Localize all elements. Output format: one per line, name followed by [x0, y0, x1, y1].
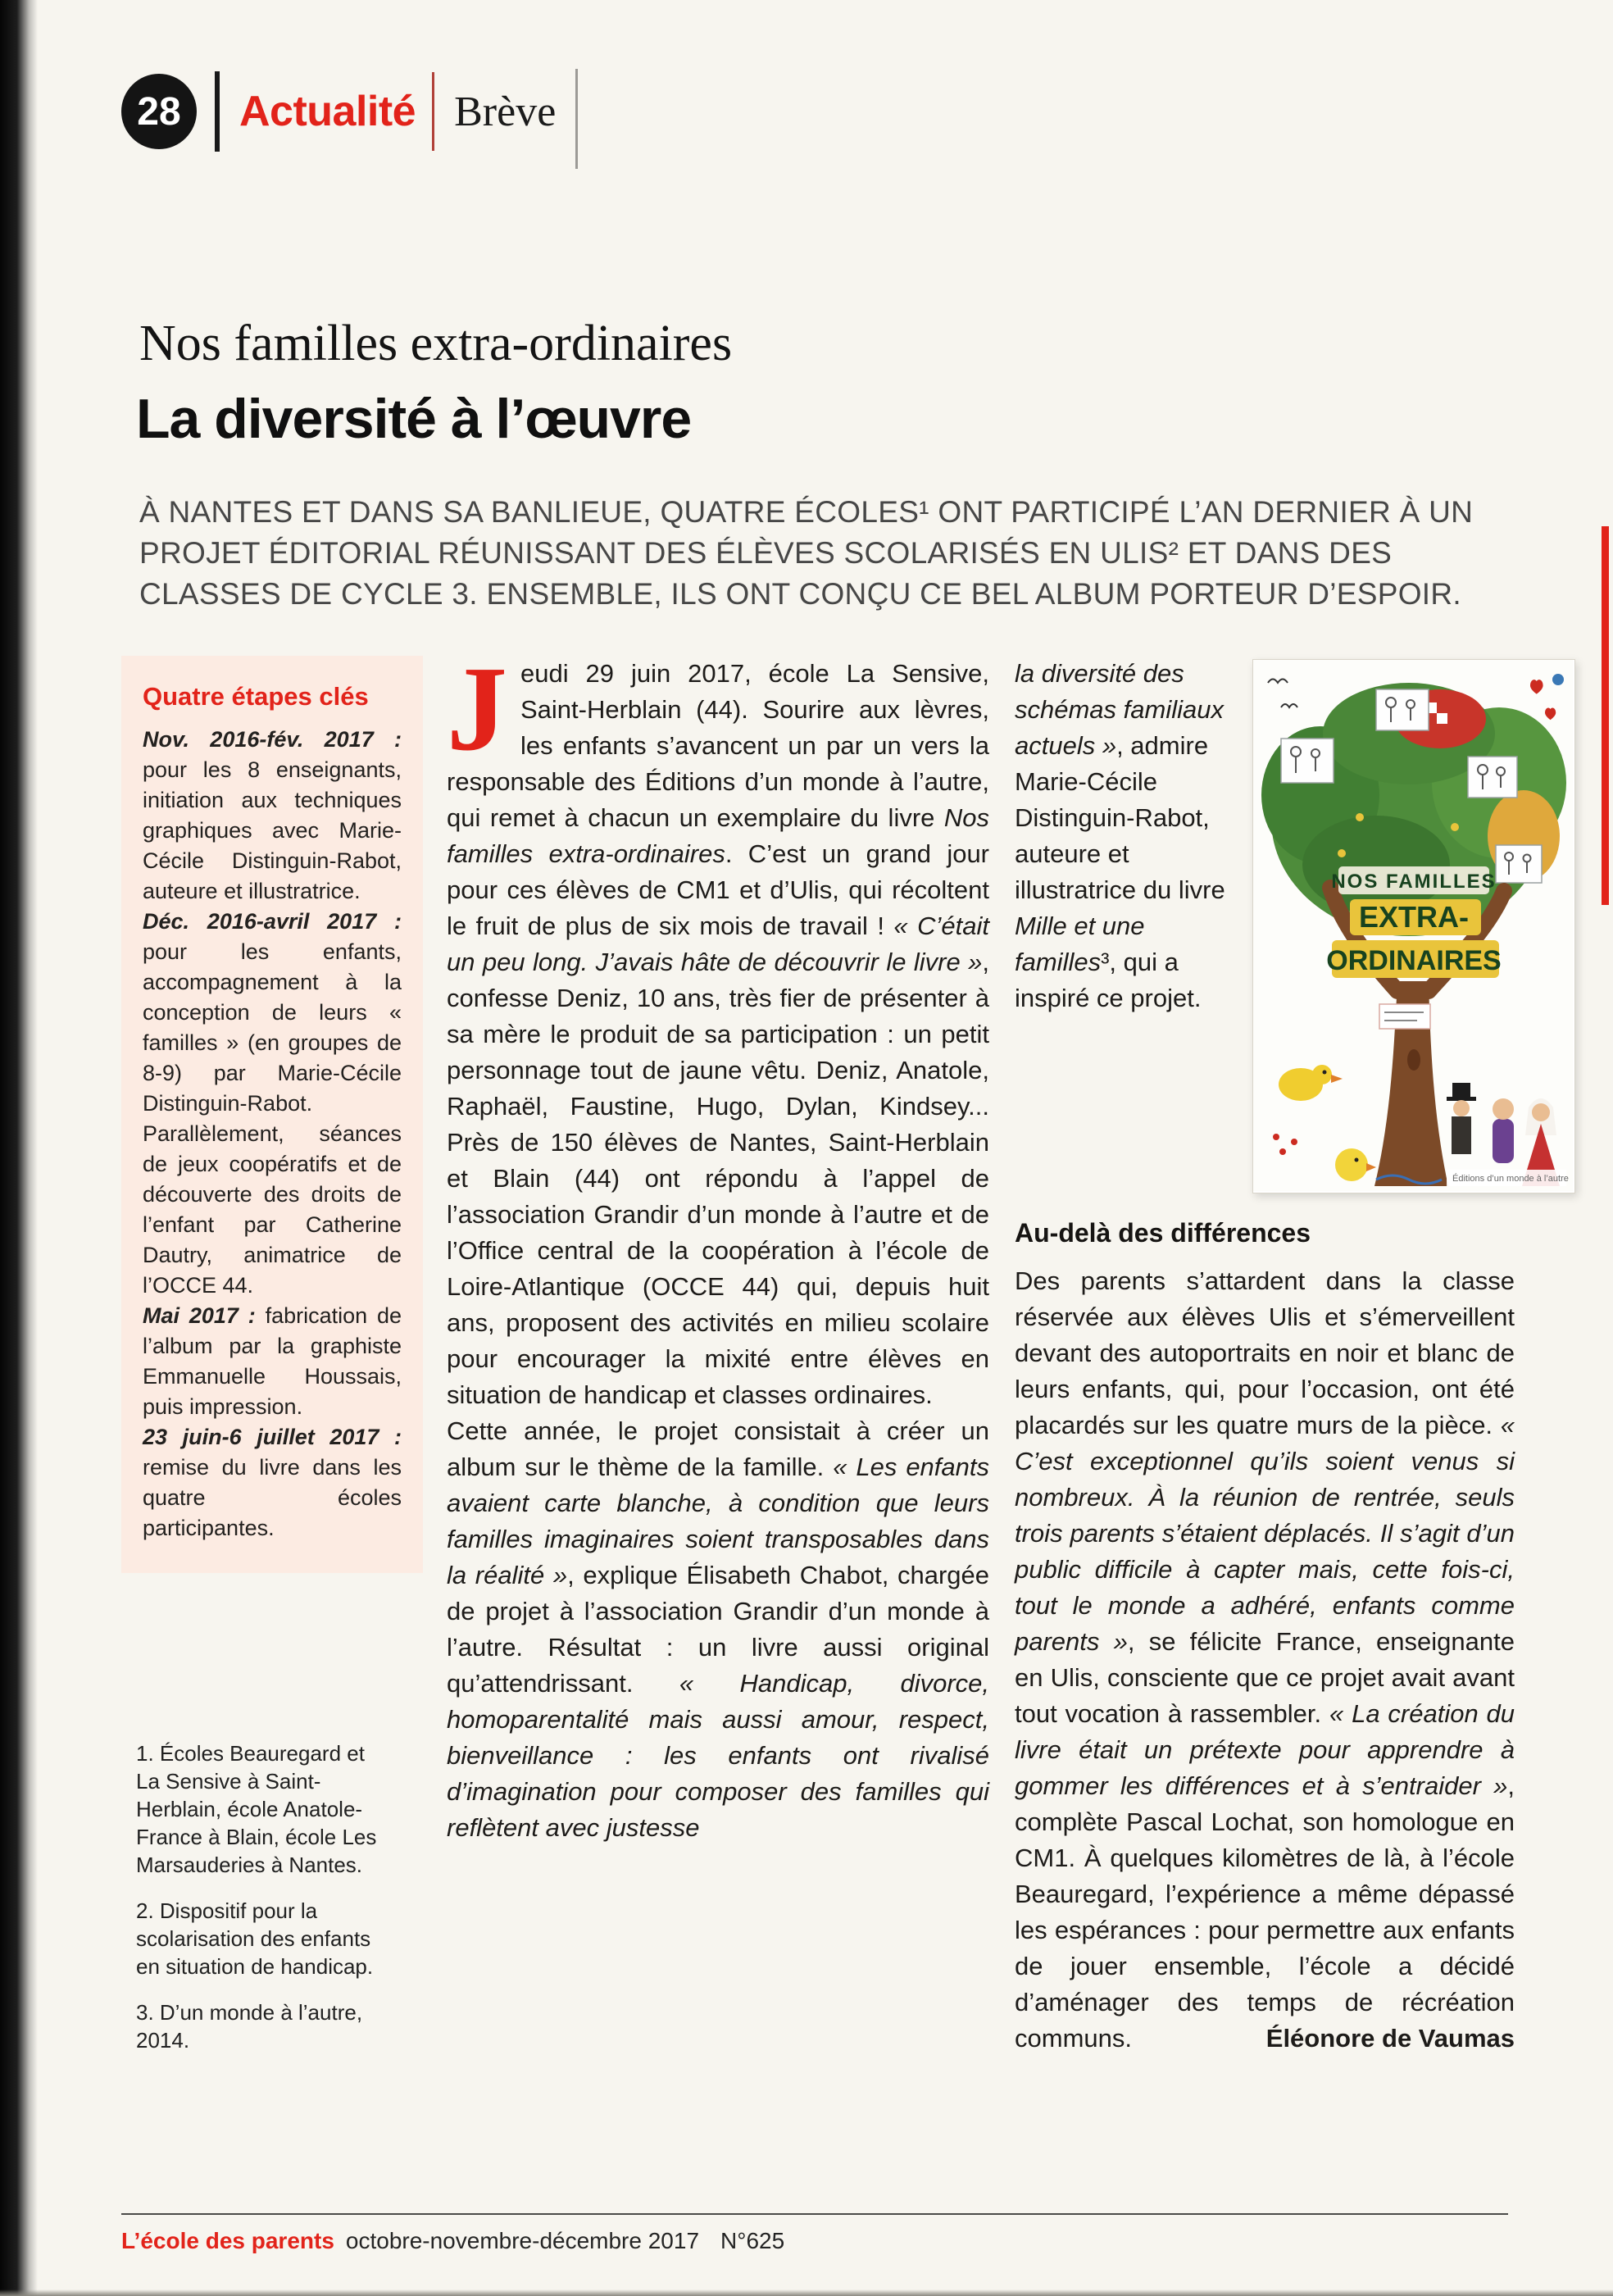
key-step-entry: Nov. 2016-fév. 2017 : pour les 8 enseignants, initiation aux techniques graphiques avec Marie-Cécile Distinguin-Rabot, auteure et illustratrice. [143, 727, 402, 903]
text-and-cover-row [1015, 656, 1582, 1210]
article-kicker-title: Nos familles extra-ordinaires [139, 316, 733, 371]
subsection-label: Brève [454, 88, 557, 135]
book-cover-art [1253, 660, 1573, 1191]
section-label: Actualité [239, 88, 416, 135]
issue-number: N°625 [720, 2228, 785, 2253]
article-subheading: Au-delà des différences [1015, 1218, 1311, 1248]
author-byline: Éléonore de Vaumas [1265, 2024, 1515, 2053]
footer-rule [121, 2213, 1508, 2215]
magazine-name: L’école des parents [121, 2228, 334, 2253]
article-column-1 [447, 642, 990, 1846]
article-paragraph: la diversité des schémas familiaux actuels », admire Marie-Cécile Distinguin-Rabot, auteure et illustratrice du livre Mille et une familles³, qui a inspiré ce projet. [1015, 659, 1225, 1012]
cover-title-line-2: EXTRA- [1359, 900, 1469, 934]
page-footer [121, 2228, 784, 2254]
footnote-3: 3. D’un monde à l’autre, 2014. [136, 2000, 363, 2053]
header-divider [215, 71, 220, 152]
header-divider [432, 72, 434, 151]
article-column-2 [1015, 656, 1582, 2057]
article-paragraph: Cette année, le projet consistait à créer un album sur le thème de la famille. « Les enfants avaient carte blanche, à condition que leurs familles imaginaires soient transposables dans la réalité », explique Élisabeth Chabot, chargée de projet à l’association Grandir d’un monde à l’autre. Résultat : un livre aussi original qu’attendrissant. « Handicap, divorce, homoparentalité mais aussi amour, respect, bienveillance : les enfants ont rivalisé d’imagination pour composer des familles qui reflètent avec justesse [447, 1416, 990, 1842]
cover-publisher-text: Éditions d’un monde à l’autre [1452, 1174, 1569, 1184]
footnote-2: 2. Dispositif pour la scolarisation des enfants en situation de handicap. [136, 1898, 374, 1979]
scan-edge-left [0, 0, 38, 2296]
key-step-entry: Mai 2017 : fabrication de l’album par la graphiste Emmanuelle Houssais, puis impression. [143, 1303, 402, 1419]
cover-publisher [1447, 1170, 1569, 1186]
header-divider [575, 69, 578, 169]
issue-date: octobre-novembre-décembre 2017 [345, 2228, 700, 2253]
page-number-badge: 28 [121, 74, 197, 149]
cover-title-line-1: NOS FAMILLES [1331, 871, 1497, 893]
article-title: La diversité à l’œuvre [136, 388, 692, 450]
page-edge-red-strip [1602, 526, 1609, 905]
scan-edge-bottom [0, 2289, 1613, 2296]
page-header [121, 54, 578, 169]
book-cover [1252, 659, 1575, 1193]
paragraph-text: eudi 29 juin 2017, école La Sensive, Saint-Herblain (44). Sourire aux lèvres, les enfants s’avancent un par un vers la responsable des Éditions d’un monde à l’autre, qui remet à chacun un exemplaire du livre Nos familles extra-ordinaires. C’est un grand jour pour ces élèves de CM1 et d’Ulis, qui récoltent le fruit de plus de six mois de travail ! « C’était un peu long. J’avais hâte de découvrir le livre », confesse Deniz, 10 ans, très fier de présenter à sa mère le produit de sa participation : un petit personnage tout de jaune vêtu. Deniz, Anatole, Raphaël, Faustine, Hugo, Dylan, Kindsey... Près de 150 élèves de Nantes, Saint-Herblain et Blain (44) ont répondu à l’appel de l’association Grandir d’un monde à l’autre et de l’Office central de la coopération à l’école de Loire-Atlantique (OCCE 44) qui, depuis huit ans, proposent des activités en milieu scolaire pour encourager la mixité entre élèves en situation de handicap et classes ordinaires. [447, 659, 990, 1409]
drop-cap: J [447, 642, 507, 776]
article-paragraph [447, 642, 990, 1413]
footnotes [136, 1739, 384, 2072]
bird-doodle [1552, 674, 1564, 685]
key-step-entry: 23 juin-6 juillet 2017 : remise du livre dans les quatre écoles participantes. [143, 1425, 402, 1540]
key-step-entry: Déc. 2016-avril 2017 : pour les enfants, accompagnement à la conception de leurs « familles » (en groupes de 8-9) par Marie-Cécile Distinguin-Rabot. Parallèlement, séances de jeux coopératifs et de découverte des droits de l’enfant par Catherine Dautry, animatrice de l’OCCE 44. [143, 909, 402, 1298]
article-standfirst: À NANTES ET DANS SA BANLIEUE, QUATRE ÉCOLES¹ ONT PARTICIPÉ L’AN DERNIER À UN PROJET ÉDITORIAL RÉUNISSANT DES ÉLÈVES SCOLARISÉS EN ULIS² ET DANS DES CLASSES DE CYCLE 3. ENSEMBLE, ILS ONT CONÇU CE BEL ALBUM PORTEUR D’ESPOIR. [139, 495, 1474, 611]
cover-title-line-3: ORDINAIRES [1326, 945, 1502, 976]
cover-title [1326, 866, 1501, 978]
article-paragraph [1015, 1263, 1515, 2057]
paragraph-text: Des parents s’attardent dans la classe réservée aux élèves Ulis et s’émerveillent devant des autoportraits en noir et blanc de leurs enfants, qui, pour l’occasion, ont été placardés sur les quatre murs de la pièce. « C’est exceptionnel qu’ils soient venus si nombreux. À la réunion de rentrée, seuls trois parents s’étaient déplacés. Il s’agit d’un public difficile à capter mais, cette fois-ci, tout le monde a adhéré, enfants comme parents », se félicite France, enseignante en Ulis, consciente que ce projet avait avant tout vocation à rassembler. « La création du livre était un prétexte pour apprendre à gommer les différences et à s’entraider », complète Pascal Lochat, son homologue en CM1. À quelques kilomètres de là, à l’école Beauregard, l’expérience a même dépassé les espérances : pour permettre aux enfants de jouer ensemble, l’école a décidé d’aménager des temps de récréation communs. [1015, 1266, 1515, 2053]
key-steps-title: Quatre étapes clés [143, 682, 369, 711]
footnote-1: 1. Écoles Beauregard et La Sensive à Saint-Herblain, école Anatole-France à Blain, école Les Marsauderies à Nantes. [136, 1741, 377, 1877]
key-steps-box [121, 656, 423, 1573]
